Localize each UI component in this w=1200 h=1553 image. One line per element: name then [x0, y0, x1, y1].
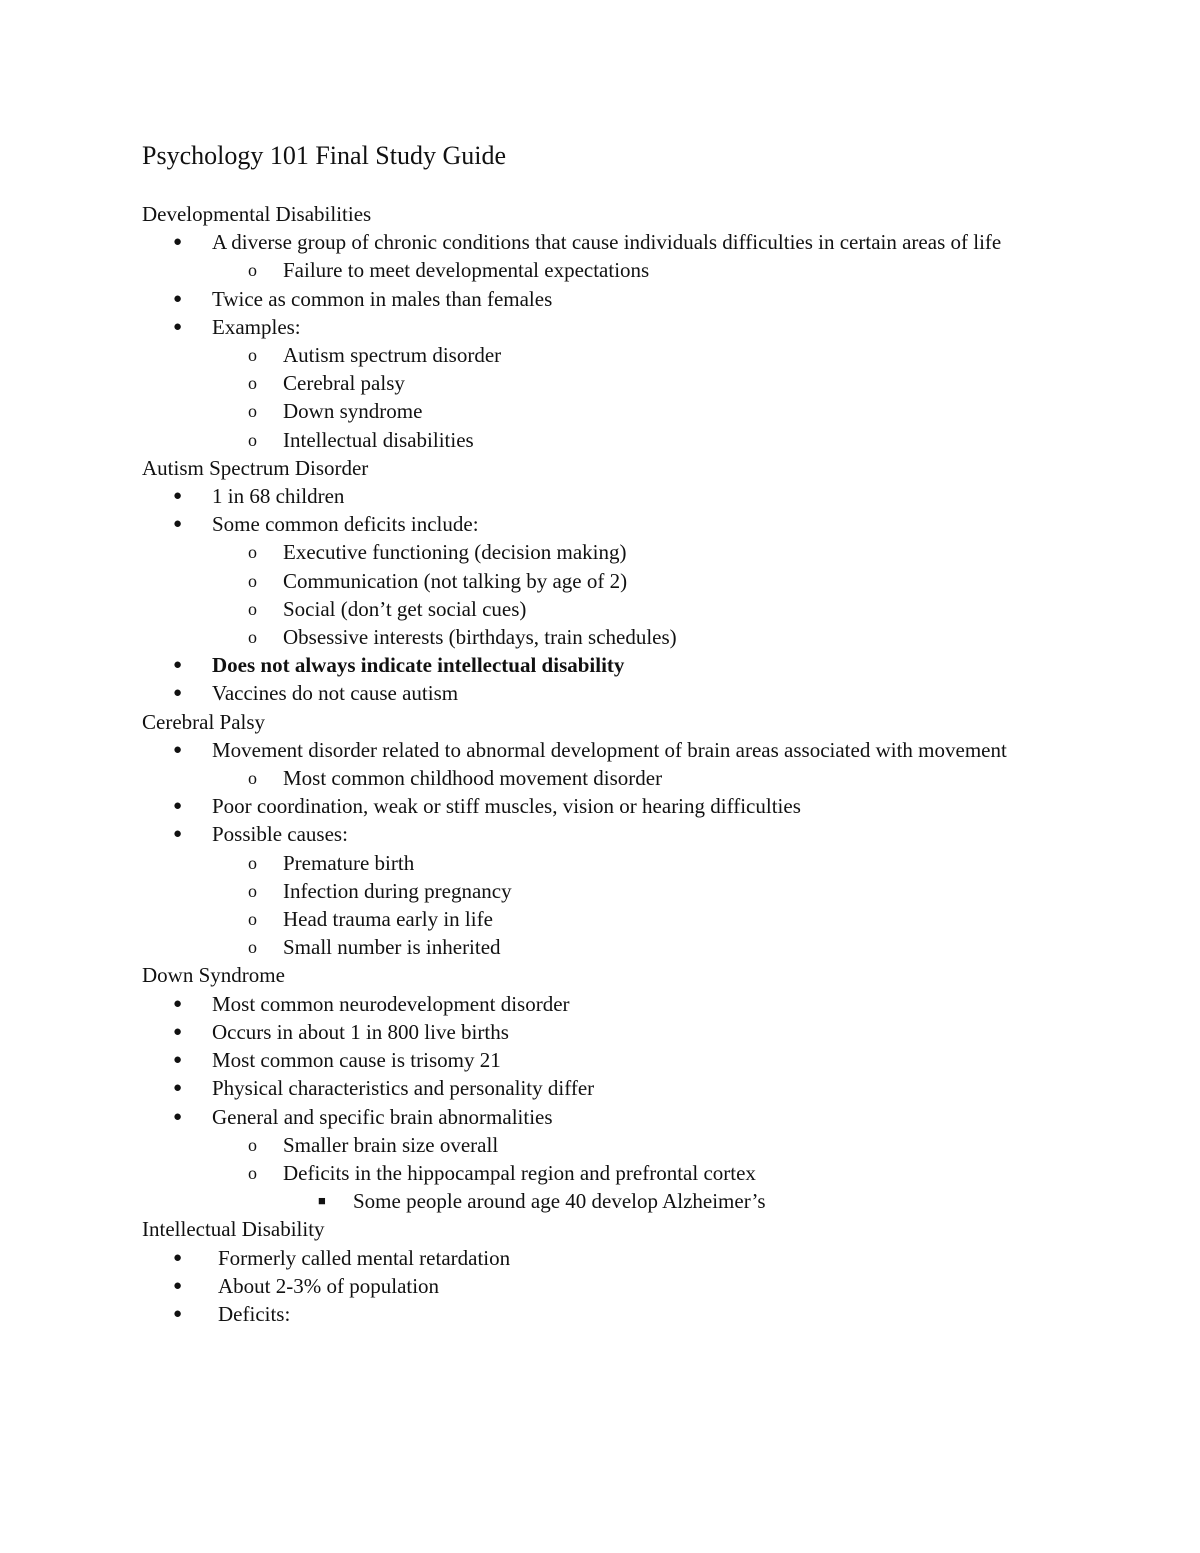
hollow-bullet-icon: o: [248, 260, 257, 281]
bullet-icon: ●: [173, 516, 183, 533]
bullet-icon: ●: [173, 318, 183, 335]
list-item: o Social (don’t get social cues): [142, 595, 1072, 623]
bullet-icon: ●: [173, 798, 183, 815]
list-item: ● Most common neurodevelopment disorder: [142, 990, 1072, 1018]
bullet-icon: ●: [173, 1277, 183, 1294]
hollow-bullet-icon: o: [248, 542, 257, 563]
bullet-icon: ●: [173, 995, 183, 1012]
bullet-icon: ●: [173, 234, 183, 251]
hollow-bullet-icon: o: [248, 570, 257, 591]
bullet-icon: ●: [173, 826, 183, 843]
list-item: o Executive functioning (decision making): [142, 538, 1072, 566]
list-item: ● Examples:: [142, 313, 1072, 341]
section-heading-cerebral-palsy: Cerebral Palsy: [142, 709, 266, 734]
list-cerebral-palsy: [142, 736, 1072, 962]
document-title: Psychology 101 Final Study Guide: [142, 141, 507, 170]
hollow-bullet-icon: o: [248, 909, 257, 930]
list-item: ● About 2-3% of population: [142, 1272, 1072, 1300]
section-heading-autism-spectrum-disorder: Autism Spectrum Disorder: [142, 455, 369, 480]
hollow-bullet-icon: o: [248, 598, 257, 619]
bullet-icon: ●: [173, 1249, 183, 1266]
list-item: ● Possible causes:: [142, 820, 1072, 848]
list-item: o Premature birth: [142, 849, 1072, 877]
list-item: o Most common childhood movement disorder: [142, 764, 1072, 792]
list-item: ● Some common deficits include:: [142, 510, 1072, 538]
list-item: ● Deficits:: [142, 1300, 1072, 1328]
hollow-bullet-icon: o: [248, 937, 257, 958]
list-item: ● Occurs in about 1 in 800 live births: [142, 1018, 1072, 1046]
list-item: o Obsessive interests (birthdays, train schedules): [142, 623, 1072, 651]
list-item: o Intellectual disabilities: [142, 426, 1072, 454]
hollow-bullet-icon: o: [248, 1134, 257, 1155]
list-item: ● A diverse group of chronic conditions that cause individuals difficulties in certain areas of life: [142, 228, 1072, 256]
hollow-bullet-icon: o: [248, 1162, 257, 1183]
hollow-bullet-icon: o: [248, 627, 257, 648]
bullet-icon: ●: [173, 657, 183, 674]
list-item: ● Movement disorder related to abnormal development of brain areas associated with movement: [142, 736, 1072, 764]
hollow-bullet-icon: o: [248, 852, 257, 873]
list-item: ● Physical characteristics and personality differ: [142, 1074, 1072, 1102]
list-item: o Communication (not talking by age of 2): [142, 567, 1072, 595]
list-item: o Deficits in the hippocampal region and prefrontal cortex: [142, 1159, 1072, 1187]
list-developmental-disabilities: [142, 228, 1072, 454]
list-item: ● Vaccines do not cause autism: [142, 679, 1072, 707]
square-bullet-icon: ■: [318, 1193, 326, 1209]
bullet-icon: ●: [173, 1080, 183, 1097]
hollow-bullet-icon: o: [248, 345, 257, 366]
list-item: o Down syndrome: [142, 397, 1072, 425]
list-item: o Smaller brain size overall: [142, 1131, 1072, 1159]
hollow-bullet-icon: o: [248, 373, 257, 394]
list-item: ● 1 in 68 children: [142, 482, 1072, 510]
list-item: ● Formerly called mental retardation: [142, 1244, 1072, 1272]
bullet-icon: ●: [173, 685, 183, 702]
bullet-icon: ●: [173, 488, 183, 505]
hollow-bullet-icon: o: [248, 768, 257, 789]
list-item: ● Does not always indicate intellectual disability: [142, 651, 1072, 679]
list-intellectual-disability: [142, 1244, 1072, 1329]
list-item: o Infection during pregnancy: [142, 877, 1072, 905]
bullet-icon: ●: [173, 290, 183, 307]
list-item: ● Most common cause is trisomy 21: [142, 1046, 1072, 1074]
document-body: [142, 200, 1072, 1328]
list-item: o Cerebral palsy: [142, 369, 1072, 397]
section-heading-developmental-disabilities: Developmental Disabilities: [142, 202, 372, 226]
section-heading-down-syndrome: Down Syndrome: [142, 963, 285, 988]
list-down-syndrome: [142, 990, 1072, 1216]
section-heading-intellectual-disability: Intellectual Disability: [142, 1217, 325, 1242]
hollow-bullet-icon: o: [248, 429, 257, 450]
list-item: ● Twice as common in males than females: [142, 285, 1072, 313]
hollow-bullet-icon: o: [248, 880, 257, 901]
list-autism-spectrum-disorder: [142, 482, 1072, 708]
list-item: o Small number is inherited: [142, 933, 1072, 961]
bullet-icon: ●: [173, 1108, 183, 1125]
hollow-bullet-icon: o: [248, 401, 257, 422]
list-item: ● Poor coordination, weak or stiff muscles, vision or hearing difficulties: [142, 792, 1072, 820]
bullet-icon: ●: [173, 1052, 183, 1069]
list-item: o Failure to meet developmental expectations: [142, 256, 1072, 284]
list-item: ● General and specific brain abnormalities: [142, 1103, 1072, 1131]
list-item: o Head trauma early in life: [142, 905, 1072, 933]
bullet-icon: ●: [173, 741, 183, 758]
list-item: ■ Some people around age 40 develop Alzheimer’s: [142, 1187, 1072, 1215]
bullet-icon: ●: [173, 1305, 183, 1322]
bullet-icon: ●: [173, 1023, 183, 1040]
list-item: o Autism spectrum disorder: [142, 341, 1072, 369]
